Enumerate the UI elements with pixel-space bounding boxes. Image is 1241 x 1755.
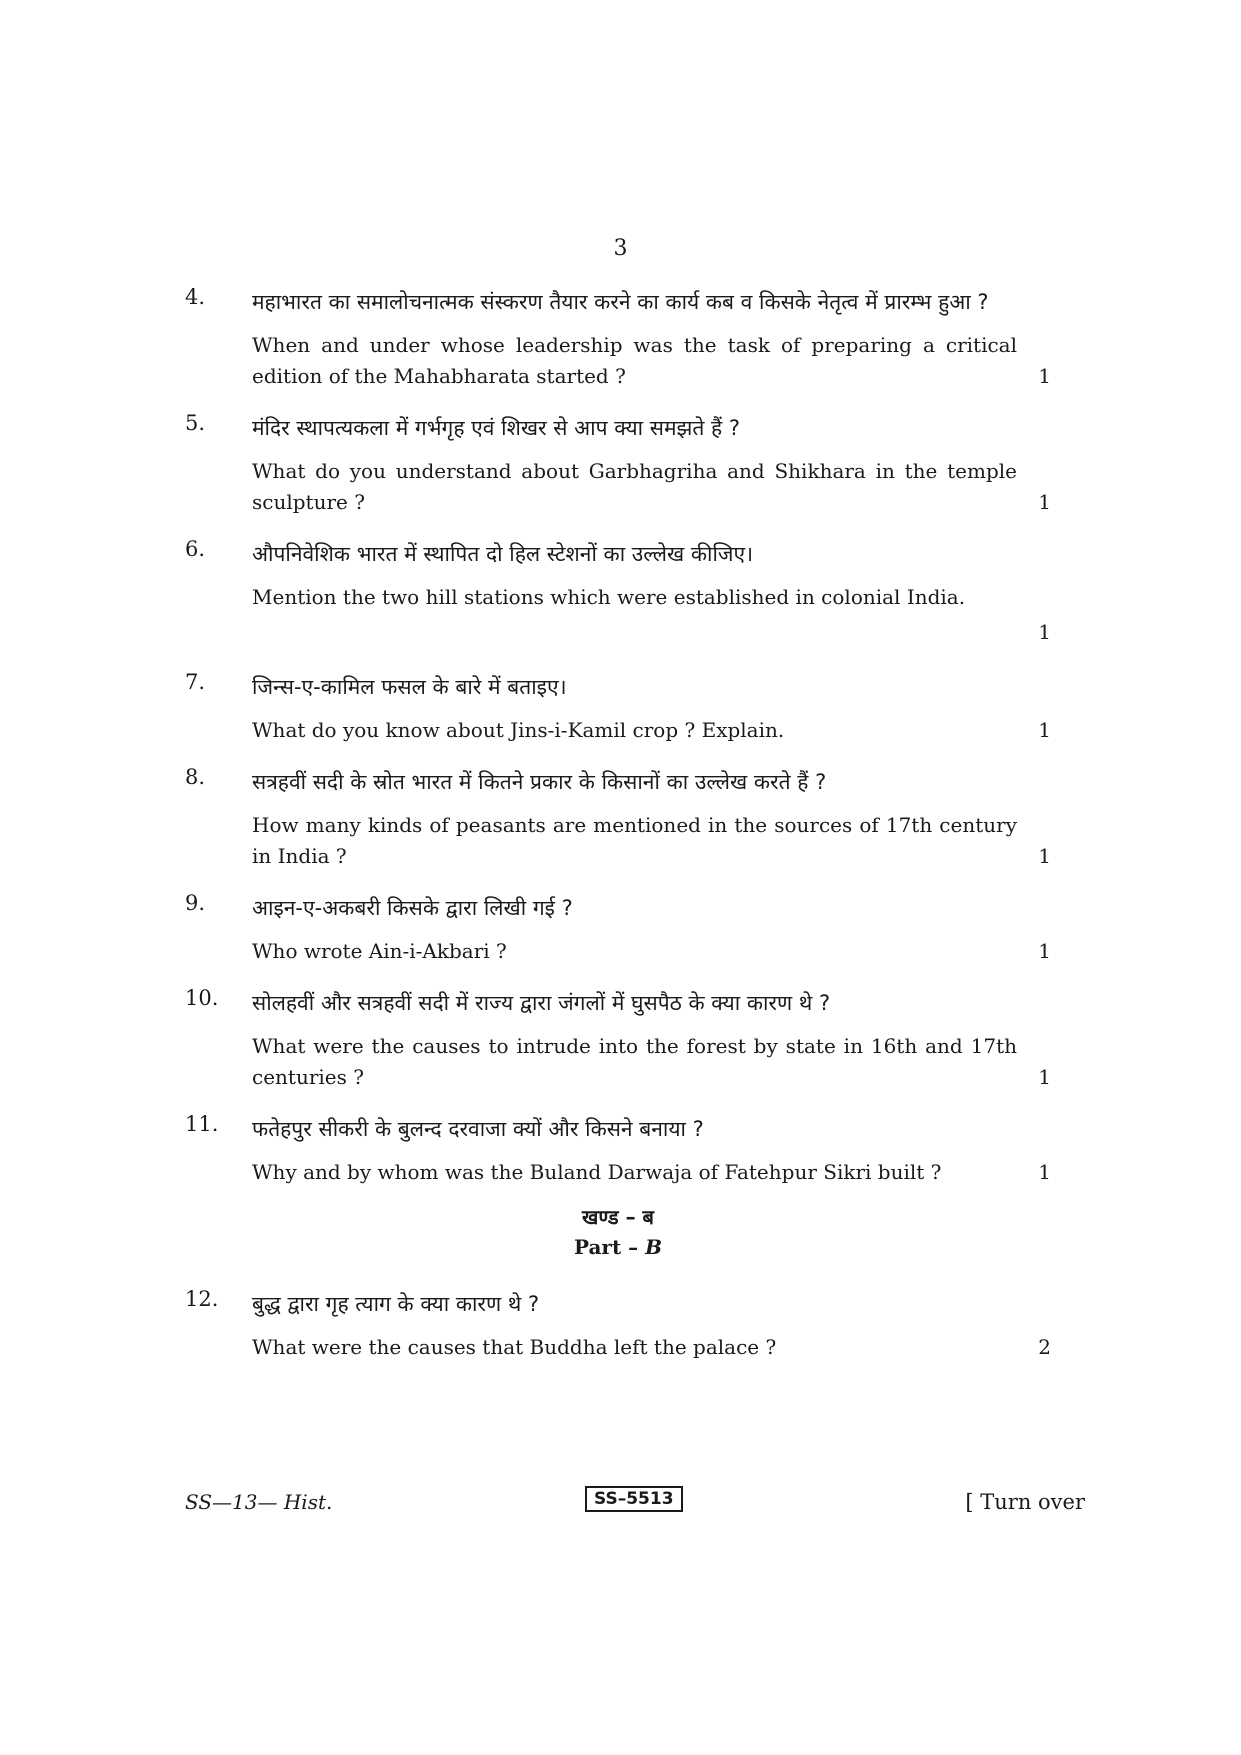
question-text-english	[252, 456, 1051, 518]
question-text-hindi: आइन-ए-अकबरी किसके द्वारा लिखी गई ?	[252, 896, 573, 920]
question-text-hindi: सोलहवीं और सत्रहवीं सदी में राज्य द्वारा जंगलों में घुसपैठ के क्या कारण थे ?	[252, 991, 831, 1015]
question-text-english	[252, 1031, 1051, 1093]
section-title-hindi: खण्ड – ब	[582, 1205, 654, 1229]
question-4	[185, 280, 1051, 392]
question-marks: 1	[1038, 364, 1051, 388]
question-marks: 1	[1038, 939, 1051, 963]
question-marks: 1	[1038, 1160, 1051, 1184]
question-number: 10.	[185, 986, 219, 1010]
question-english-text: What do you understand about Garbhagriha and Shikhara in the temple sculpture ?	[252, 459, 1017, 514]
question-8	[185, 760, 1051, 872]
question-11	[185, 1107, 1051, 1188]
question-text-hindi: महाभारत का समालोचनात्मक संस्करण तैयार करने का कार्य कब व किसके नेतृत्व में प्रारम्भ हुआ ?	[252, 290, 989, 314]
question-number: 12.	[185, 1287, 219, 1311]
footer-paper-code: SS–5513	[585, 1486, 683, 1512]
question-english-text: When and under whose leadership was the task of preparing a critical edition of the Mahabharata started ?	[252, 333, 1017, 388]
question-text-english	[252, 936, 1051, 967]
footer-subject-code: SS—13— Hist.	[185, 1490, 333, 1514]
question-number: 11.	[185, 1112, 219, 1136]
question-5	[185, 406, 1051, 518]
question-english-text: What were the causes to intrude into the forest by state in 16th and 17th centuries ?	[252, 1034, 1017, 1089]
question-number: 6.	[185, 537, 206, 561]
question-english-text: What were the causes that Buddha left the palace ?	[252, 1335, 777, 1359]
question-text-english	[252, 715, 1051, 746]
question-english-text: Why and by whom was the Buland Darwaja of Fatehpur Sikri built ?	[252, 1160, 942, 1184]
question-list	[185, 280, 1051, 1377]
question-text-hindi: जिन्स-ए-कामिल फसल के बारे में बताइए।	[252, 675, 567, 699]
question-text-hindi: फतेहपुर सीकरी के बुलन्द दरवाजा क्यों और किसने बनाया ?	[252, 1117, 704, 1141]
question-marks: 2	[1038, 1335, 1051, 1359]
question-text-english: Mention the two hill stations which were established in colonial India.	[252, 585, 966, 609]
question-english-text: How many kinds of peasants are mentioned in the sources of 17th century in India ?	[252, 813, 1017, 868]
question-6	[185, 532, 1051, 651]
question-text-hindi: बुद्ध द्वारा गृह त्याग के क्या कारण थे ?	[252, 1292, 540, 1316]
question-text-hindi: औपनिवेशिक भारत में स्थापित दो हिल स्टेशनों का उल्लेख कीजिए।	[252, 542, 754, 566]
question-10	[185, 981, 1051, 1093]
question-text-hindi: सत्रहवीं सदी के स्रोत भारत में कितने प्रकार के किसानों का उल्लेख करते हैं ?	[252, 770, 827, 794]
section-title-letter: B	[645, 1235, 663, 1259]
footer-turn-over: [ Turn over	[965, 1490, 1085, 1514]
section-title-english	[185, 1232, 1051, 1262]
question-text-english	[252, 1157, 1051, 1188]
question-number: 5.	[185, 411, 206, 435]
question-english-text: What do you know about Jins-i-Kamil crop ? Explain.	[252, 718, 785, 742]
page-number: 3	[613, 236, 628, 261]
page-footer	[185, 1486, 1085, 1526]
question-number: 4.	[185, 285, 206, 309]
question-english-text: Who wrote Ain-i-Akbari ?	[252, 939, 507, 963]
question-marks: 1	[1038, 1065, 1051, 1089]
question-12	[185, 1282, 1051, 1363]
question-marks: 1	[1038, 718, 1051, 742]
section-title-prefix: Part –	[573, 1235, 639, 1259]
question-number: 8.	[185, 765, 206, 789]
question-number: 7.	[185, 670, 206, 694]
question-marks: 1	[1038, 620, 1051, 644]
question-number: 9.	[185, 891, 206, 915]
question-marks: 1	[1038, 844, 1051, 868]
question-7	[185, 665, 1051, 746]
question-text-english	[252, 330, 1051, 392]
question-9	[185, 886, 1051, 967]
question-text-english	[252, 810, 1051, 872]
question-marks: 1	[1038, 490, 1051, 514]
question-text-hindi: मंदिर स्थापत्यकला में गर्भगृह एवं शिखर से आप क्या समझते हैं ?	[252, 416, 741, 440]
section-heading	[185, 1202, 1051, 1262]
question-text-english	[252, 1332, 1051, 1363]
